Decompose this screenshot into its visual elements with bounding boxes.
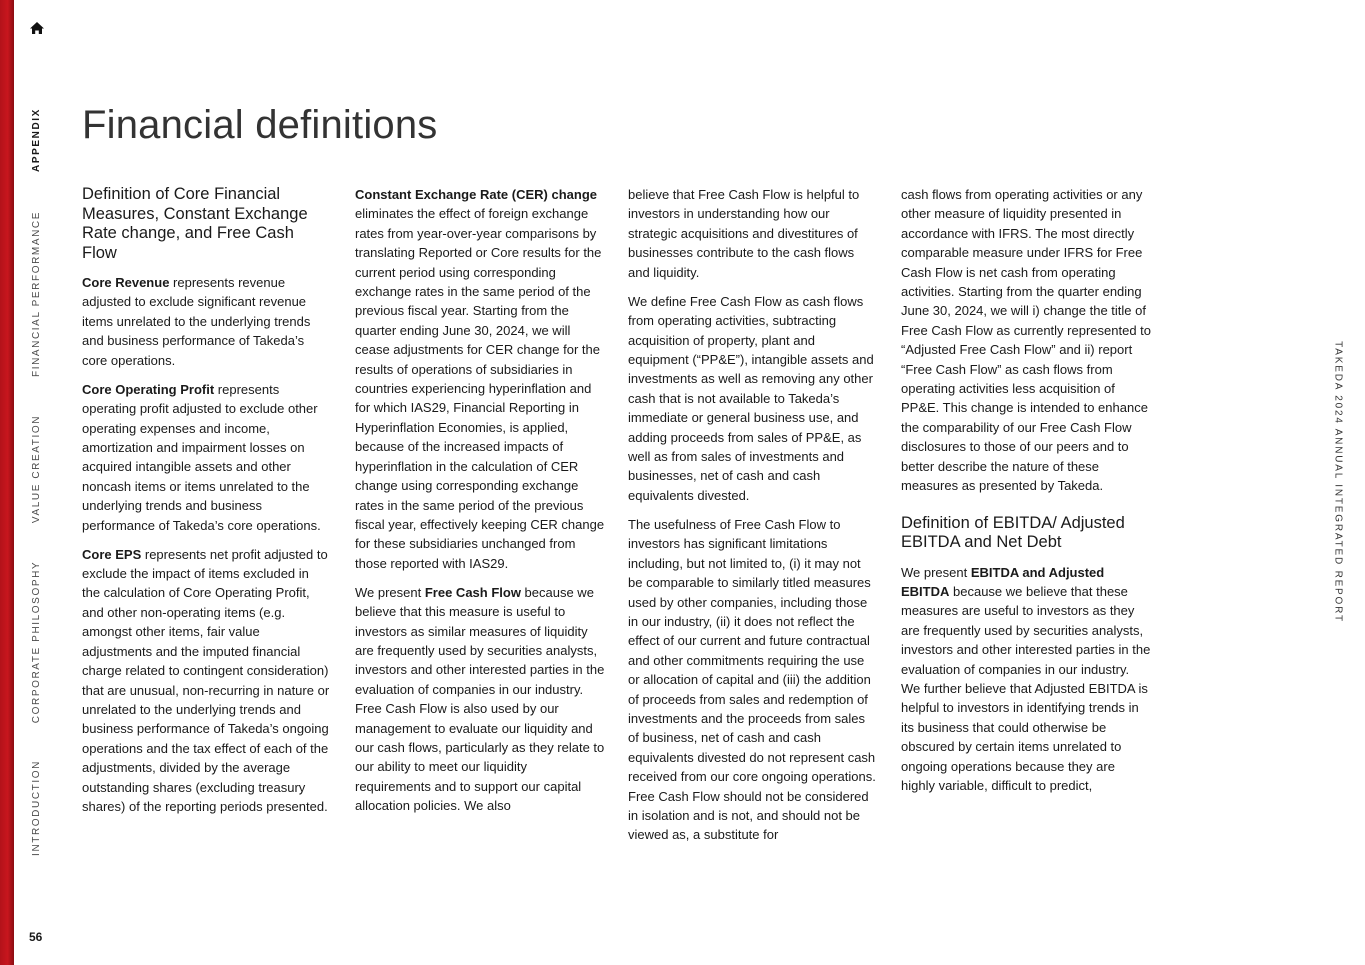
- fcf-definition-paragraph: We define Free Cash Flow as cash flows from operating activities, subtracting acquisition of property, plant and equipment (“PP&E”), intangible assets and investments as well as removing any other cash that is not available to Takeda’s immediate or general business use, and adding proceeds from sales of PP&E, as well as from sales of investments and businesses, net of cash and cash equivalents divested.: [628, 293, 874, 503]
- core-eps-paragraph: Core EPS represents net profit adjusted to exclude the impact of items excluded in the calculation of Core Operating Profit, and other non-operating items (e.g. amongst other items, fair value adjustments and the imputed financial charge related to contingent consideration) that are unusual, non-recurring in nature or unrelated to the underlying trends and business performance of Takeda’s ongoing operations and the tax effect of each of the adjustments, divided by the average outstanding shares (excluding treasury shares) of the reporting periods presented.: [82, 546, 330, 814]
- page-number: 56: [29, 930, 43, 944]
- term-ebitda: EBITDA and Adjusted EBITDA: [901, 564, 1105, 599]
- accent-bar: [0, 0, 14, 965]
- section-heading-ebitda: Definition of EBITDA/ Adjusted EBITDA and Net Debt: [901, 513, 1125, 551]
- column-1: [82, 185, 330, 826]
- ebitda-paragraph: We present EBITDA and Adjusted EBITDA because we believe that these measures are useful to investors as they are frequently used by securities analysts, investors and other interested parties in the evaluation of companies in our industry. We further believe that Adjusted EBITDA is helpful to investors in identifying trends in its business that could otherwise be obscured by certain items unrelated to ongoing operations because they are highly variable, difficult to predict,: [901, 564, 1151, 793]
- core-revenue-paragraph: Core Revenue represents revenue adjusted to exclude significant revenue items unrelated to the underlying trends and business performance of Takeda’s core operations.: [82, 275, 311, 368]
- nav-financial-performance[interactable]: FINANCIAL PERFORMANCE: [31, 210, 42, 378]
- column-3: [628, 185, 878, 854]
- fcf-ifrs-paragraph: cash flows from operating activities or any other measure of liquidity presented in accordance with IFRS. The most directly comparable measure under IFRS for Free Cash Flow is net cash from operating activities. Starting from the quarter ending June 30, 2024, we will i) change the title of Free Cash Flow as currently represented to “Adjusted Free Cash Flow” and ii) report “Free Cash Flow” as cash flows from operating activities less acquisition of PP&E. This change is intended to enhance the comparability of our Free Cash Flow disclosures to those of our peers and to better describe the nature of these measures as presented by Takeda.: [901, 187, 1151, 494]
- term-core-revenue: Core Revenue: [82, 275, 170, 290]
- fcf-helpful-paragraph: believe that Free Cash Flow is helpful to investors in understanding how our strategic acquisitions and divestitures of businesses contribute to the cash flows and liquidity.: [628, 187, 860, 280]
- term-free-cash-flow: Free Cash Flow: [424, 584, 521, 600]
- term-core-operating-profit: Core Operating Profit: [82, 381, 215, 397]
- free-cash-flow-paragraph: We present Free Cash Flow because we believe that this measure is useful to investors as similar measures of liquidity are frequently used by securities analysts, investors and other interested parties in the evaluation of companies in our industry. Free Cash Flow is also used by our management to evaluate our liquidity and our cash flows, particularly as they relate to our ability to meet our liquidity requirements and to support our capital allocation policies. We also: [355, 584, 605, 814]
- fcf-limitations-paragraph: The usefulness of Free Cash Flow to investors has significant limitations including, but not limited to, (i) it may not be comparable to similarly titled measures used by other companies, including those in our industry, (ii) it does not reflect the effect of our current and future contractual and other commitments requiring the use or allocation of capital and (iii) the addition of proceeds from sales and redemption of investments and the proceeds from sales of business, net of cash and cash equivalents divested do not represent cash received from our core ongoing operations. Free Cash Flow should not be considered in isolation and is not, and should not be viewed as, a substitute for: [628, 516, 876, 843]
- nav-introduction[interactable]: INTRODUCTION: [31, 760, 42, 856]
- column-4: [901, 185, 1151, 805]
- nav-corporate-philosophy[interactable]: CORPORATE PHILOSOPHY: [31, 560, 42, 724]
- page-title: Financial definitions: [82, 103, 438, 147]
- core-operating-profit-paragraph: Core Operating Profit represents operating profit adjusted to exclude other operating expenses and income, amortization and impairment losses on acquired intangible assets and other noncash items or items unrelated to the underlying trends and business performance of Takeda’s core operations.: [82, 381, 321, 533]
- section-heading-core-measures: Definition of Core Financial Measures, Constant Exchange Rate change, and Free Cash Flow: [82, 185, 308, 262]
- column-2: [355, 185, 606, 825]
- term-core-eps: Core EPS: [82, 546, 142, 562]
- nav-value-creation[interactable]: VALUE CREATION: [31, 414, 42, 524]
- term-cer-change: Constant Exchange Rate (CER) change: [355, 187, 597, 202]
- home-icon[interactable]: [29, 20, 45, 36]
- nav-appendix[interactable]: APPENDIX: [31, 108, 42, 172]
- cer-paragraph: Constant Exchange Rate (CER) change eliminates the effect of foreign exchange rates from year-over-year comparisons by translating Reported or Core results for the current period using corresponding exchange rates in the same period of the previous fiscal year. Starting from the quarter ending June 30, 2024, we will cease adjustments for CER change for the results of operations of subsidiaries in countries experiencing hyperinflation and for which IAS29, Financial Reporting in Hyperinflation Economies, is applied, because of the increased impacts of hyperinflation in the calculation of CER change using corresponding exchange rates in the same period of the previous fiscal year, effectively keeping CER change for these subsidiaries unchanged from those reported with IAS29.: [355, 187, 605, 571]
- report-title: TAKEDA 2024 ANNUAL INTEGRATED REPORT: [1332, 341, 1344, 623]
